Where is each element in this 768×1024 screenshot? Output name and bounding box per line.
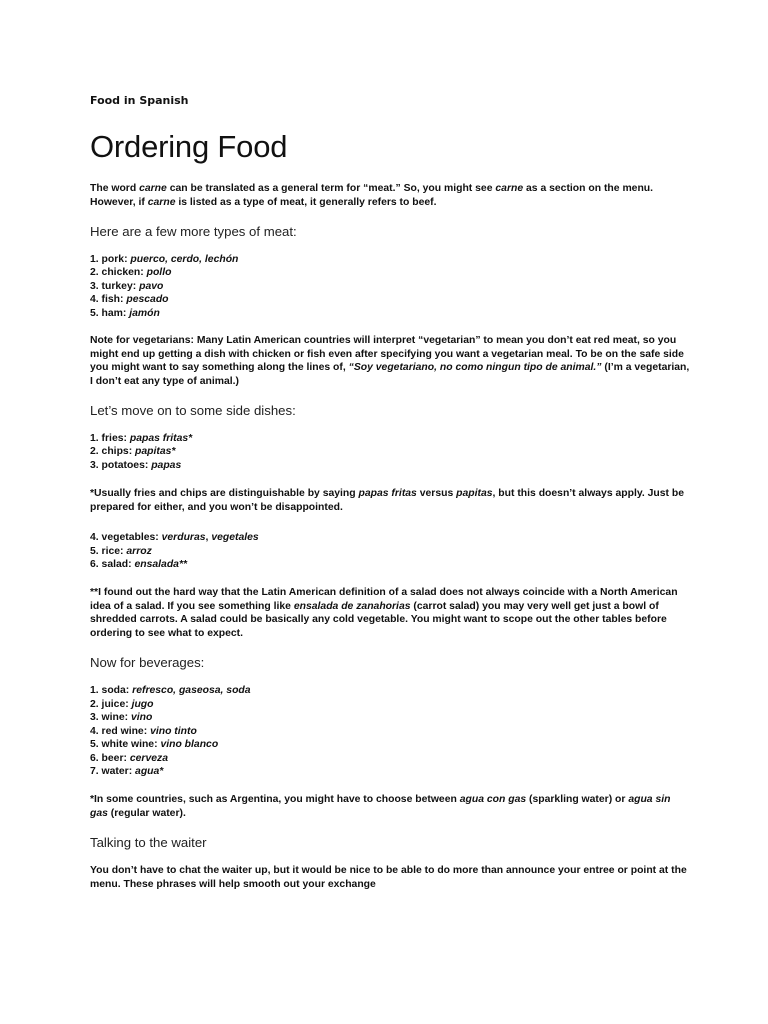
item-label: 3. wine: — [90, 712, 131, 724]
spanish-term: agua* — [135, 765, 164, 777]
list-item — [90, 752, 690, 765]
page-title: Ordering Food — [90, 129, 288, 164]
vegetarian-note: Note for vegetarians: Many Latin American countries will interpret “vegetarian” to mean you don’t eat red meat, so you might end up getting a dish with chicken or fish even after specifying you want a vegetarian meal. To be on the safe side you might want to say something along the lines of, “Soy vegetariano, no como ningun tipo de animal.” (I’m a vegetarian, I don’t eat any type of animal.) — [90, 335, 690, 387]
item-label: 4. fish: — [90, 294, 127, 306]
item-label: 3. potatoes: — [90, 459, 152, 471]
spanish-term: puerco, cerdo, lechón — [130, 254, 239, 265]
item-label: 1. soda: — [90, 685, 133, 697]
italic-term: “Soy vegetariano, no como ningun tipo de animal.” — [348, 362, 602, 374]
list-item — [90, 545, 690, 558]
waiter-heading: Talking to the waiter — [90, 835, 207, 851]
list-item — [90, 711, 690, 724]
item-label: 6. salad: — [90, 559, 135, 571]
beverages-heading: Now for beverages: — [90, 655, 205, 671]
beverages-list — [90, 684, 690, 778]
meat-heading: Here are a few more types of meat: — [90, 224, 297, 239]
italic-term: papas fritas — [358, 488, 417, 500]
spanish-term: cerveza — [129, 752, 168, 764]
fries-note: *Usually fries and chips are distinguishable by saying papas fritas versus papitas, but this doesn’t always apply. Just be prepared for either, and you won’t be disappointed. — [90, 488, 685, 513]
meat-list — [90, 253, 690, 320]
item-label: 5. white wine: — [90, 739, 161, 751]
list-item — [90, 459, 690, 472]
spanish-term: pavo — [139, 280, 164, 292]
italic-term: ensalada de zanahorias — [293, 600, 411, 612]
italic-term: carne — [495, 183, 524, 194]
list-item — [90, 698, 690, 711]
list-item — [90, 738, 690, 751]
spanish-term: ensalada** — [134, 559, 188, 571]
italic-term: carne — [147, 196, 176, 208]
spanish-term: vegetales — [211, 532, 259, 544]
item-label: 2. chips: — [90, 446, 136, 458]
list-item — [90, 684, 690, 697]
intro-paragraph: The word carne can be translated as a general term for “meat.” So, you might see carne as a section on the menu. However, if carne is listed as a type of meat, it generally refers to beef. — [90, 183, 654, 208]
sides-list-b — [90, 531, 690, 571]
spanish-term: vino — [131, 712, 153, 724]
list-item — [90, 307, 690, 320]
item-label: 5. rice: — [90, 545, 127, 557]
item-label: 4. vegetables: — [90, 532, 162, 544]
item-label: 2. chicken: — [90, 267, 147, 279]
sides-list-a — [90, 432, 690, 472]
spanish-term: arroz — [126, 545, 152, 557]
spanish-term: jugo — [131, 698, 154, 710]
spanish-term: jamón — [129, 307, 160, 319]
list-item — [90, 266, 690, 279]
item-label: 4. red wine: — [90, 725, 151, 737]
water-note: *In some countries, such as Argentina, you might have to choose between agua con gas (sparkling water) or agua sin gas (regular water). — [90, 794, 671, 819]
waiter-paragraph: You don’t have to chat the waiter up, but it would be nice to be able to do more than announce your entree or point at the menu. These phrases will help smooth out your exchange — [90, 865, 687, 890]
spanish-term: pollo — [146, 267, 172, 279]
spanish-term: pescado — [126, 294, 169, 306]
list-item — [90, 725, 690, 738]
spanish-term: vino tinto — [150, 725, 197, 737]
list-item — [90, 765, 690, 778]
item-label: 3. turkey: — [90, 280, 140, 292]
italic-term: carne — [139, 183, 167, 194]
item-label: 1. fries: — [90, 433, 130, 445]
list-item — [90, 432, 690, 445]
italic-term: papitas — [456, 488, 493, 500]
list-item — [90, 445, 690, 458]
article — [90, 93, 690, 891]
item-label: 2. juice: — [90, 698, 132, 710]
list-item — [90, 280, 690, 293]
spanish-term: papas — [151, 459, 182, 471]
salad-note: **I found out the hard way that the Latin American definition of a salad does not always coincide with a North American idea of a salad. If you see something like ensalada de zanahorias (carrot salad) you may very well get just a bowl of shredded carrots. A salad could be basically any cold vegetable. You might want to scope out the other tables before ordering to see what to expect. — [90, 587, 678, 639]
item-label: 5. ham: — [90, 307, 130, 319]
list-item — [90, 293, 690, 306]
item-label: 1. pork: — [90, 254, 131, 265]
italic-term: agua con gas — [459, 794, 527, 806]
item-label: 6. beer: — [90, 752, 130, 764]
italic-term: agua sin gas — [90, 794, 671, 819]
list-item — [90, 253, 690, 266]
spanish-term: refresco, gaseosa, soda — [132, 685, 251, 697]
spanish-term: papitas* — [135, 446, 176, 458]
spanish-term: verduras — [161, 532, 206, 544]
list-item — [90, 558, 690, 571]
sides-heading: Let’s move on to some side dishes: — [90, 403, 296, 419]
spanish-term: vino blanco — [160, 739, 219, 751]
category-label: Food in Spanish — [90, 94, 189, 107]
item-label: 7. water: — [90, 765, 136, 777]
spanish-term: papas fritas* — [129, 433, 193, 445]
list-item: 4. vegetables: verduras, vegetales — [90, 532, 259, 544]
